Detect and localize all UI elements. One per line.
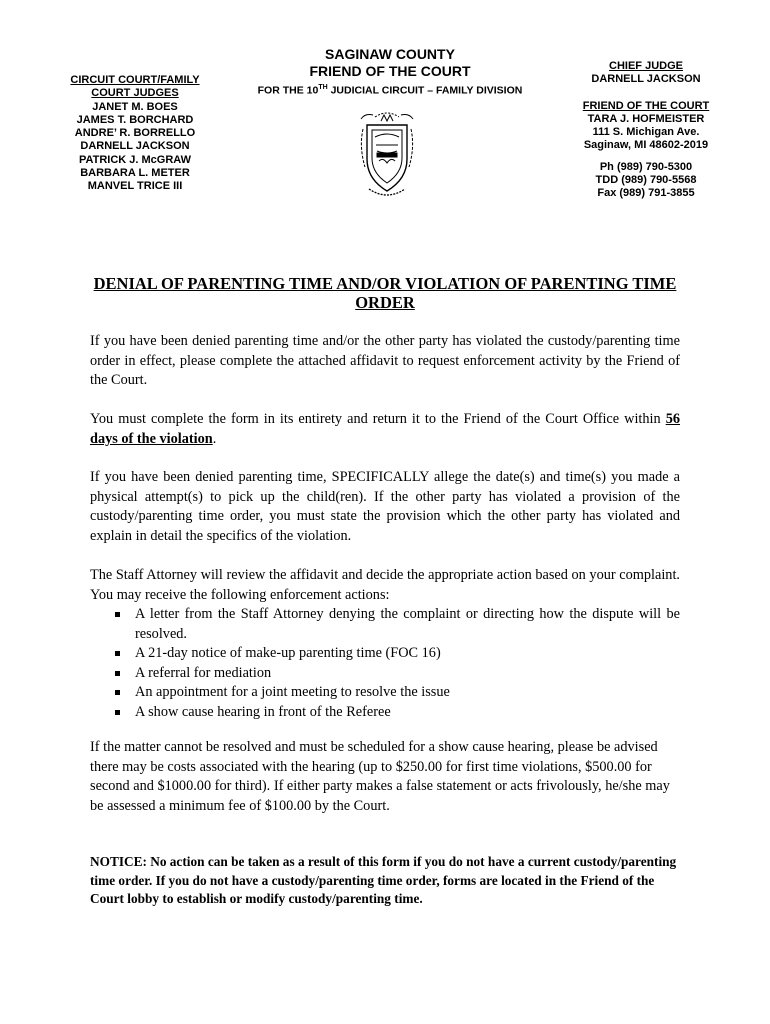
address-line1: 111 S. Michigan Ave. — [592, 126, 700, 139]
county-name: SAGINAW COUNTY — [325, 46, 455, 62]
judges-heading-line1: CIRCUIT COURT/FAMILY — [70, 74, 200, 86]
court-heading — [240, 46, 540, 97]
list-item: A referral for mediation — [113, 664, 680, 684]
intro-paragraph: If you have been denied parenting time and/or the other party has violated the custody/parenting time order in effect, please complete the attached affidavit to request enforcement activity by the Friend of the Court. — [90, 333, 680, 388]
court-contact-block — [566, 60, 726, 201]
document-title: DENIAL OF PARENTING TIME AND/OR VIOLATION OF PARENTING TIME ORDER — [93, 274, 677, 312]
list-item: A 21-day notice of make-up parenting time (FOC 16) — [113, 644, 680, 664]
deadline-emphasis: 56 days of the violation — [90, 411, 680, 447]
notice-paragraph: NOTICE: No action can be taken as a result of this form if you do not have a current custody/parenting time order. If you do not have a custody/parenting time order, forms are located in the Friend of the Court lobby to establish or modify custody/parenting time. — [90, 854, 677, 906]
judge-name: PATRICK J. McGRAW — [78, 153, 192, 166]
circuit-line: FOR THE 10TH JUDICIAL CIRCUIT – FAMILY DIVISION — [257, 84, 523, 97]
list-item: A letter from the Staff Attorney denying the complaint or directing how the dispute will be resolved. — [113, 605, 680, 644]
address-line2: Saginaw, MI 48602-2019 — [583, 139, 709, 152]
chief-judge-label: CHIEF JUDGE — [609, 60, 683, 72]
judge-name: JAMES T. BORCHARD — [76, 113, 194, 126]
judge-name: JANET M. BOES — [92, 100, 178, 113]
foc-name: TARA J. HOFMEISTER — [587, 112, 705, 125]
fax-number: Fax (989) 791-3855 — [597, 187, 695, 200]
office-name: FRIEND OF THE COURT — [309, 63, 471, 79]
judges-heading-line2: COURT JUDGES — [91, 87, 179, 100]
list-item: A show cause hearing in front of the Referee — [113, 703, 680, 723]
judge-name: MANVEL TRICE III — [87, 180, 183, 193]
judge-name: ANDRE’ R. BORRELLO — [74, 127, 196, 140]
instructions-paragraph: If you have been denied parenting time, SPECIFICALLY allege the date(s) and time(s) you made a physical attempt(s) to pick up the child(ren). If the other party has violated a provision of the custody/parenting time order, you must state the provision which the other party has violated and explain in detail the specifics of the violation. — [90, 469, 680, 544]
judge-name: DARNELL JACKSON — [80, 140, 190, 153]
phone-number: Ph (989) 790-5300 — [599, 160, 693, 173]
county-seal-icon — [355, 107, 419, 203]
judges-block — [40, 74, 230, 194]
list-item: An appointment for a joint meeting to resolve the issue — [113, 683, 680, 703]
costs-paragraph: If the matter cannot be resolved and must be scheduled for a show cause hearing, please be advised there may be costs associated with the hearing (up to $250.00 for first time violations, $500.00 for second and $1000.00 for third). If either party makes a false statement or acts frivolously, he/she may be assessed a minimum fee of $100.00 by the Court. — [90, 739, 670, 814]
tdd-number: TDD (989) 790-5568 — [595, 174, 697, 187]
deadline-paragraph: You must complete the form in its entirety and return it to the Friend of the Court Office within 56 days of the violation. — [90, 411, 680, 447]
foc-label: FRIEND OF THE COURT — [582, 99, 710, 112]
chief-judge-name: DARNELL JACKSON — [591, 73, 701, 86]
review-paragraph: The Staff Attorney will review the affidavit and decide the appropriate action based on your complaint. You may receive the following enforcement actions: — [90, 567, 680, 603]
enforcement-actions-list — [113, 605, 680, 722]
judge-name: BARBARA L. METER — [80, 167, 190, 180]
